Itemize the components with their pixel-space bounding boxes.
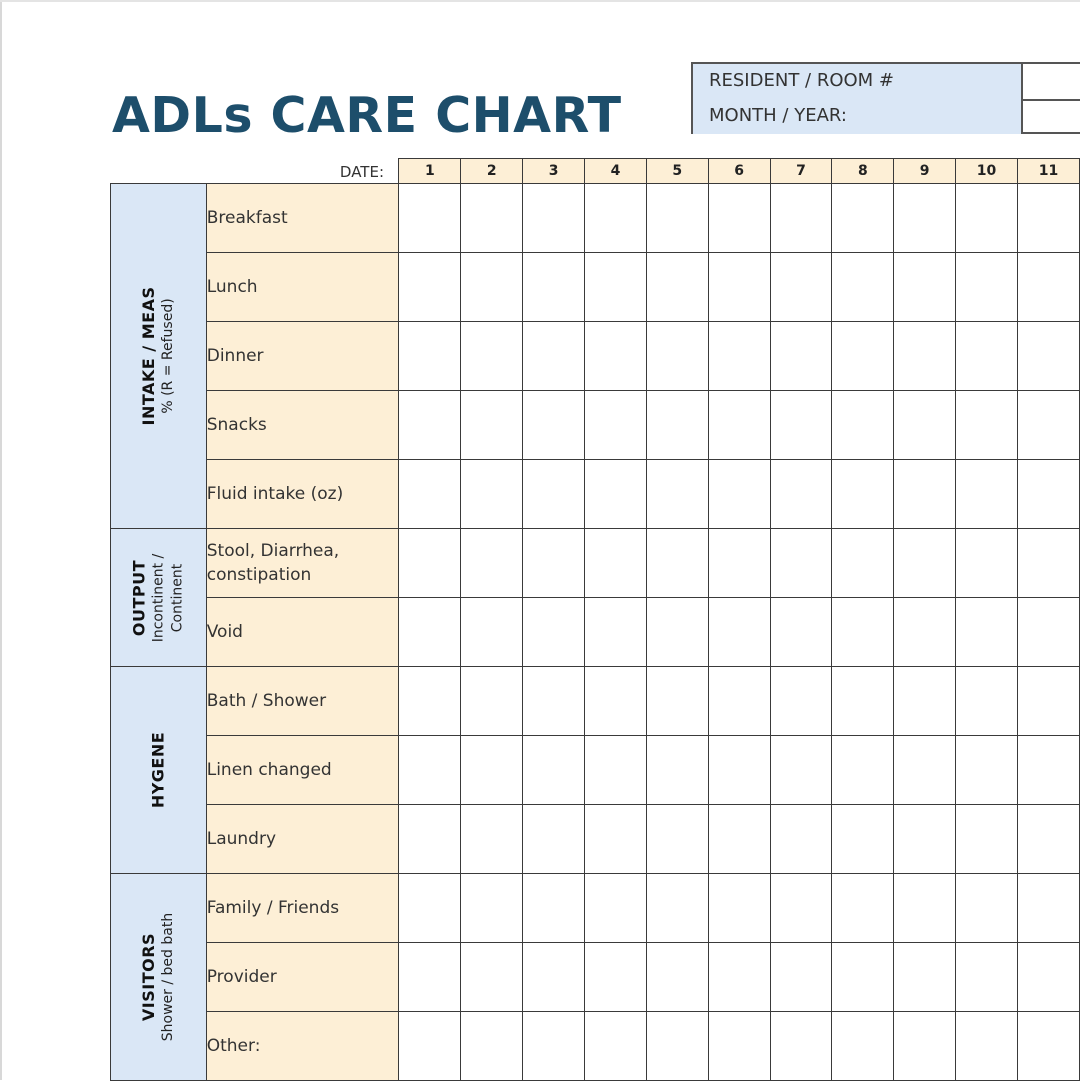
entry-cell[interactable]: [956, 322, 1018, 391]
entry-cell[interactable]: [399, 391, 461, 460]
activity-label: Lunch: [206, 253, 399, 322]
entry-cell[interactable]: [399, 322, 461, 391]
entry-cell[interactable]: [1017, 322, 1079, 391]
entry-cell[interactable]: [461, 322, 523, 391]
entry-cell[interactable]: [894, 529, 956, 598]
day-header-3: 3: [523, 159, 585, 184]
entry-cell[interactable]: [708, 322, 770, 391]
entry-cell[interactable]: [708, 598, 770, 667]
entry-cell[interactable]: [956, 943, 1018, 1012]
entry-cell[interactable]: [399, 529, 461, 598]
entry-cell[interactable]: [646, 253, 708, 322]
entry-cell[interactable]: [646, 391, 708, 460]
entry-cell[interactable]: [585, 667, 647, 736]
entry-cell[interactable]: [585, 529, 647, 598]
activity-label: Breakfast: [206, 184, 399, 253]
entry-cell[interactable]: [646, 736, 708, 805]
entry-cell[interactable]: [399, 667, 461, 736]
entry-cell[interactable]: [523, 253, 585, 322]
entry-cell[interactable]: [461, 184, 523, 253]
entry-cell[interactable]: [708, 1012, 770, 1081]
entry-cell[interactable]: [399, 805, 461, 874]
entry-cell[interactable]: [894, 667, 956, 736]
category-cell: [111, 184, 207, 529]
entry-cell[interactable]: [708, 529, 770, 598]
header-spacer: [111, 159, 207, 184]
entry-cell[interactable]: [770, 943, 832, 1012]
entry-cell[interactable]: [523, 391, 585, 460]
entry-cell[interactable]: [461, 391, 523, 460]
table-row: [111, 529, 1080, 598]
entry-cell[interactable]: [646, 1012, 708, 1081]
entry-cell[interactable]: [832, 460, 894, 529]
table-row: [111, 667, 1080, 736]
entry-cell[interactable]: [1017, 874, 1079, 943]
entry-cell[interactable]: [894, 322, 956, 391]
entry-cell[interactable]: [585, 874, 647, 943]
day-header-4: 4: [585, 159, 647, 184]
entry-cell[interactable]: [523, 529, 585, 598]
entry-cell[interactable]: [708, 667, 770, 736]
category-label: [148, 732, 169, 808]
entry-cell[interactable]: [461, 598, 523, 667]
table-row: [111, 391, 1080, 460]
entry-cell[interactable]: [770, 253, 832, 322]
entry-cell[interactable]: [399, 874, 461, 943]
activity-label: Void: [206, 598, 399, 667]
entry-cell[interactable]: [1017, 391, 1079, 460]
entry-cell[interactable]: [646, 322, 708, 391]
entry-cell[interactable]: [523, 184, 585, 253]
table-row: [111, 322, 1080, 391]
entry-cell[interactable]: [708, 736, 770, 805]
month-year-row: [693, 99, 1080, 134]
entry-cell[interactable]: [1017, 1012, 1079, 1081]
category-label: [138, 287, 178, 426]
activity-label: Other:: [206, 1012, 399, 1081]
entry-cell[interactable]: [894, 736, 956, 805]
entry-cell[interactable]: [708, 460, 770, 529]
table-row: [111, 598, 1080, 667]
entry-cell[interactable]: [646, 874, 708, 943]
entry-cell[interactable]: [523, 598, 585, 667]
entry-cell[interactable]: [894, 253, 956, 322]
entry-cell[interactable]: [646, 529, 708, 598]
entry-cell[interactable]: [585, 598, 647, 667]
entry-cell[interactable]: [585, 184, 647, 253]
entry-cell[interactable]: [770, 874, 832, 943]
table-row: [111, 184, 1080, 253]
entry-cell[interactable]: [399, 736, 461, 805]
entry-cell[interactable]: [585, 1012, 647, 1081]
activity-label: Laundry: [206, 805, 399, 874]
entry-cell[interactable]: [770, 805, 832, 874]
entry-cell[interactable]: [832, 184, 894, 253]
activity-label: Provider: [206, 943, 399, 1012]
category-cell: [111, 529, 207, 667]
entry-cell[interactable]: [894, 598, 956, 667]
day-header-9: 9: [894, 159, 956, 184]
entry-cell[interactable]: [646, 460, 708, 529]
entry-cell[interactable]: [1017, 253, 1079, 322]
care-chart-grid: [110, 158, 1080, 1081]
entry-cell[interactable]: [1017, 598, 1079, 667]
entry-cell[interactable]: [708, 391, 770, 460]
entry-cell[interactable]: [832, 322, 894, 391]
entry-cell[interactable]: [956, 667, 1018, 736]
entry-cell[interactable]: [832, 598, 894, 667]
page-left-edge: [0, 0, 2, 1080]
entry-cell[interactable]: [770, 529, 832, 598]
entry-cell[interactable]: [646, 805, 708, 874]
date-label: DATE:: [339, 163, 384, 181]
entry-cell[interactable]: [770, 322, 832, 391]
category-subtitle: Incontinent /: [150, 553, 167, 642]
entry-cell[interactable]: [708, 874, 770, 943]
entry-cell[interactable]: [399, 598, 461, 667]
entry-cell[interactable]: [832, 253, 894, 322]
activity-label: Snacks: [206, 391, 399, 460]
activity-label: Bath / Shower: [206, 667, 399, 736]
day-header-10: 10: [956, 159, 1018, 184]
category-cell: [111, 874, 207, 1081]
entry-cell[interactable]: [585, 322, 647, 391]
entry-cell[interactable]: [956, 184, 1018, 253]
entry-cell[interactable]: [523, 667, 585, 736]
month-year-label: MONTH / YEAR:: [693, 99, 1023, 134]
entry-cell[interactable]: [523, 943, 585, 1012]
header-spacer: [206, 159, 399, 184]
entry-cell[interactable]: [585, 460, 647, 529]
resident-room-label: RESIDENT / ROOM #: [693, 64, 1023, 99]
entry-cell[interactable]: [770, 184, 832, 253]
category-subtitle: % (R = Refused): [160, 298, 177, 414]
day-header-6: 6: [708, 159, 770, 184]
entry-cell[interactable]: [461, 874, 523, 943]
entry-cell[interactable]: [894, 391, 956, 460]
category-label: [138, 913, 178, 1041]
entry-cell[interactable]: [585, 943, 647, 1012]
category-cell: [111, 667, 207, 874]
entry-cell[interactable]: [894, 1012, 956, 1081]
entry-cell[interactable]: [461, 1012, 523, 1081]
entry-cell[interactable]: [585, 253, 647, 322]
activity-label: Dinner: [206, 322, 399, 391]
day-header-7: 7: [770, 159, 832, 184]
entry-cell[interactable]: [461, 460, 523, 529]
entry-cell[interactable]: [585, 736, 647, 805]
entry-cell[interactable]: [832, 736, 894, 805]
entry-cell[interactable]: [1017, 736, 1079, 805]
entry-cell[interactable]: [956, 598, 1018, 667]
table-row: [111, 253, 1080, 322]
entry-cell[interactable]: [956, 1012, 1018, 1081]
entry-cell[interactable]: [399, 1012, 461, 1081]
category-subtitle: Continent: [169, 563, 186, 632]
entry-cell[interactable]: [461, 805, 523, 874]
activity-label: Family / Friends: [206, 874, 399, 943]
entry-cell[interactable]: [399, 253, 461, 322]
entry-cell[interactable]: [832, 1012, 894, 1081]
entry-cell[interactable]: [832, 667, 894, 736]
resident-room-row: [693, 64, 1080, 101]
entry-cell[interactable]: [956, 805, 1018, 874]
day-header-1: 1: [399, 159, 461, 184]
entry-cell[interactable]: [770, 391, 832, 460]
entry-cell[interactable]: [956, 391, 1018, 460]
day-header-5: 5: [646, 159, 708, 184]
entry-cell[interactable]: [1017, 805, 1079, 874]
entry-cell[interactable]: [1017, 184, 1079, 253]
entry-cell[interactable]: [646, 598, 708, 667]
entry-cell[interactable]: [646, 667, 708, 736]
date-header-row: [111, 159, 1080, 184]
entry-cell[interactable]: [523, 874, 585, 943]
activity-label: Stool, Diarrhea, constipation: [206, 529, 399, 598]
entry-cell[interactable]: [894, 460, 956, 529]
entry-cell[interactable]: [832, 943, 894, 1012]
entry-cell[interactable]: [708, 253, 770, 322]
entry-cell[interactable]: [956, 253, 1018, 322]
resident-info-box: [691, 62, 1080, 134]
entry-cell[interactable]: [461, 667, 523, 736]
table-row: [111, 874, 1080, 943]
entry-cell[interactable]: [646, 184, 708, 253]
entry-cell[interactable]: [894, 943, 956, 1012]
activity-label: Fluid intake (oz): [206, 460, 399, 529]
entry-cell[interactable]: [894, 874, 956, 943]
entry-cell[interactable]: [646, 943, 708, 1012]
entry-cell[interactable]: [956, 529, 1018, 598]
table-row: [111, 460, 1080, 529]
entry-cell[interactable]: [1017, 667, 1079, 736]
day-header-8: 8: [832, 159, 894, 184]
category-name: INTAKE / MEAS: [139, 286, 159, 426]
entry-cell[interactable]: [956, 874, 1018, 943]
table-row: [111, 943, 1080, 1012]
day-header-11: 11: [1017, 159, 1079, 184]
entry-cell[interactable]: [894, 184, 956, 253]
entry-cell[interactable]: [1017, 529, 1079, 598]
entry-cell[interactable]: [585, 391, 647, 460]
day-header-2: 2: [461, 159, 523, 184]
entry-cell[interactable]: [523, 1012, 585, 1081]
entry-cell[interactable]: [770, 1012, 832, 1081]
entry-cell[interactable]: [708, 805, 770, 874]
entry-cell[interactable]: [708, 184, 770, 253]
entry-cell[interactable]: [832, 874, 894, 943]
table-row: [111, 805, 1080, 874]
category-subtitle: Shower / bed bath: [160, 912, 177, 1042]
entry-cell[interactable]: [770, 460, 832, 529]
entry-cell[interactable]: [461, 736, 523, 805]
category-name: VISITORS: [139, 932, 159, 1022]
entry-cell[interactable]: [770, 736, 832, 805]
entry-cell[interactable]: [523, 322, 585, 391]
entry-cell[interactable]: [399, 184, 461, 253]
category-label: [129, 553, 188, 642]
table-row: [111, 736, 1080, 805]
entry-cell[interactable]: [523, 805, 585, 874]
entry-cell[interactable]: [461, 253, 523, 322]
entry-cell[interactable]: [523, 460, 585, 529]
entry-cell[interactable]: [832, 391, 894, 460]
chart-title: ADLs CARE CHART: [112, 87, 622, 144]
entry-cell[interactable]: [832, 805, 894, 874]
entry-cell[interactable]: [461, 943, 523, 1012]
entry-cell[interactable]: [956, 460, 1018, 529]
entry-cell[interactable]: [894, 805, 956, 874]
entry-cell[interactable]: [1017, 460, 1079, 529]
entry-cell[interactable]: [585, 805, 647, 874]
category-name: OUTPUT: [129, 559, 149, 636]
entry-cell[interactable]: [770, 598, 832, 667]
entry-cell[interactable]: [832, 529, 894, 598]
entry-cell[interactable]: [770, 667, 832, 736]
entry-cell[interactable]: [399, 943, 461, 1012]
entry-cell[interactable]: [708, 943, 770, 1012]
table-row: [111, 1012, 1080, 1081]
entry-cell[interactable]: [523, 736, 585, 805]
entry-cell[interactable]: [956, 736, 1018, 805]
entry-cell[interactable]: [399, 460, 461, 529]
entry-cell[interactable]: [461, 529, 523, 598]
category-name: HYGENE: [148, 731, 168, 809]
page-top-edge: [0, 0, 1080, 2]
activity-label: Linen changed: [206, 736, 399, 805]
entry-cell[interactable]: [1017, 943, 1079, 1012]
